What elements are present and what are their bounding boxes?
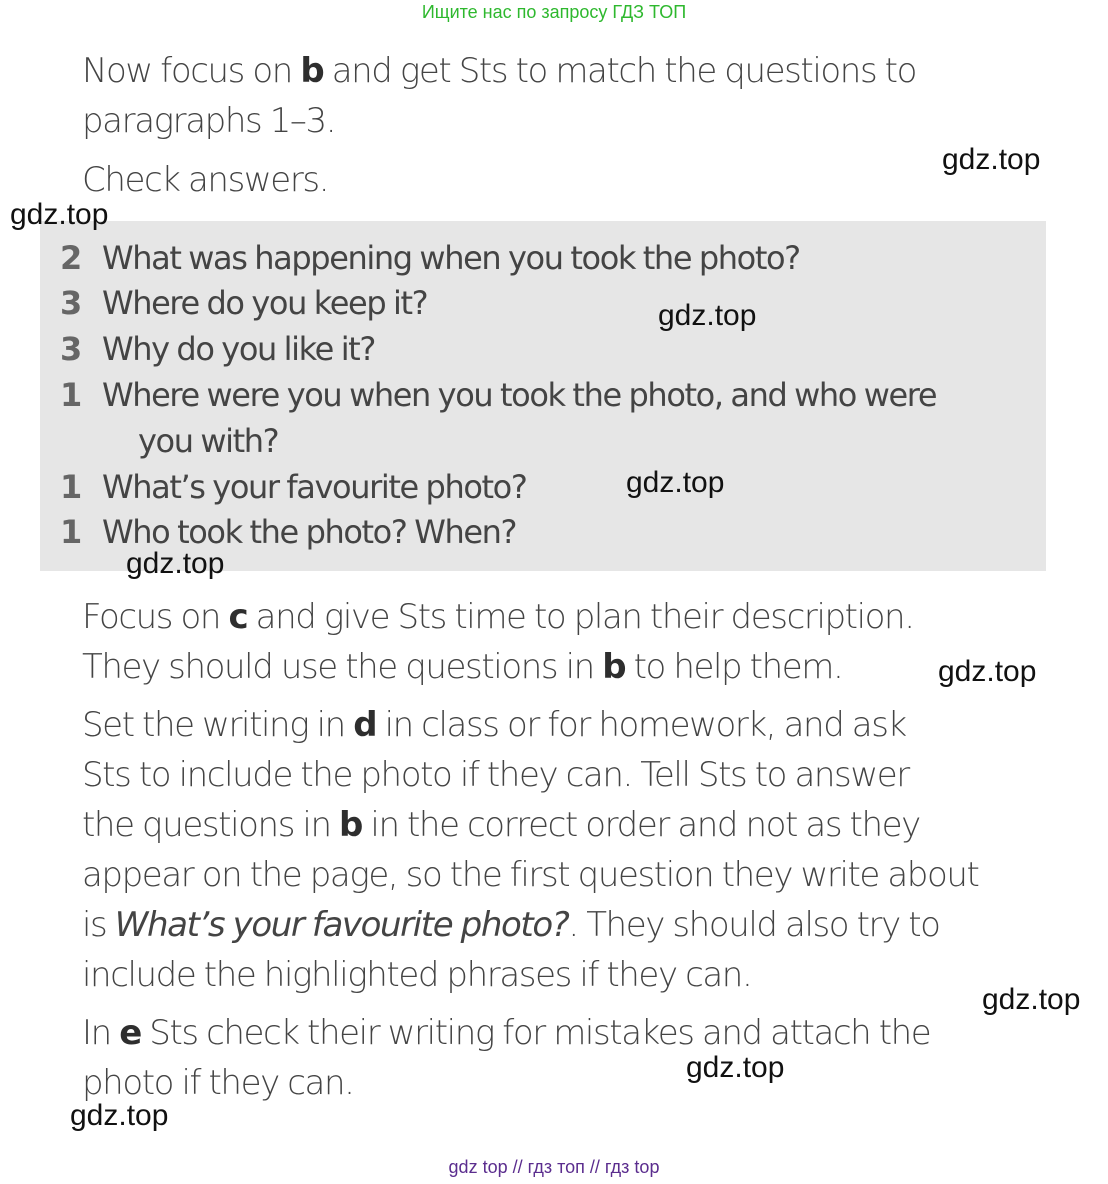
answer-question: What was happening when you took the photo? <box>102 239 800 277</box>
answer-question: Where do you keep it? <box>102 284 428 322</box>
answer-question: What’s your favourite photo? <box>102 468 527 506</box>
watermark: gdz.top <box>126 547 225 580</box>
para-d-text: in the correct order and not as they <box>361 805 920 845</box>
answer-number: 3 <box>60 284 81 322</box>
para-d-text: . They should also try to <box>568 905 940 945</box>
check-answers-text: Check answers. <box>82 160 329 200</box>
answer-question: Who took the photo? When? <box>102 513 517 551</box>
answer-number: 3 <box>60 330 81 368</box>
watermark: gdz.top <box>942 143 1041 176</box>
para-c-text-2: and give Sts time to plan their description. <box>247 597 914 637</box>
answer-number: 1 <box>60 468 81 506</box>
watermark: gdz.top <box>686 1051 785 1084</box>
intro-text-2: and get Sts to match the questions to <box>323 51 917 91</box>
top-banner[interactable]: Ищите нас по запросу ГДЗ ТОП <box>421 2 687 22</box>
para-d-text: include the highlighted phrases if they can. <box>82 955 752 995</box>
watermark: gdz.top <box>938 655 1037 688</box>
answer-row <box>60 464 1020 510</box>
watermark: gdz.top <box>982 983 1081 1016</box>
intro-text-3: paragraphs 1–3. <box>82 101 336 141</box>
para-e-text: Sts check their writing for mistakes and attach the <box>140 1013 931 1053</box>
para-c-bold-c: c <box>228 597 248 637</box>
para-d-text: appear on the page, so the first question they write about <box>82 855 979 895</box>
answer-row <box>60 280 1020 326</box>
para-c-bold-b: b <box>602 647 626 687</box>
answer-question-continued: you with? <box>138 422 279 460</box>
paragraph-e <box>82 1008 1062 1108</box>
para-d-text: Sts to include the photo if they can. Tell Sts to answer <box>82 755 909 795</box>
para-d-bold-d: d <box>353 705 377 745</box>
para-d-bold-b: b <box>339 805 362 845</box>
watermark: gdz.top <box>658 299 757 332</box>
answer-number: 1 <box>60 376 81 414</box>
answer-row <box>60 326 1020 372</box>
paragraph-c <box>82 592 1062 692</box>
answer-key-box <box>40 221 1046 571</box>
answer-number: 2 <box>60 239 81 277</box>
answer-number: 1 <box>60 513 81 551</box>
answer-question: Where were you when you took the photo, and who were <box>102 376 937 414</box>
intro-paragraph <box>82 46 1062 146</box>
intro-text-1: Now focus on <box>82 51 301 91</box>
answer-row <box>60 372 1020 464</box>
watermark: gdz.top <box>626 466 725 499</box>
para-d-text: Set the writing in <box>82 705 354 745</box>
para-c-text-1: Focus on <box>82 597 229 637</box>
para-c-text-4: to help them. <box>625 647 843 687</box>
para-c-text-3: They should use the questions in <box>82 647 603 687</box>
para-d-text: in class or for homework, and ask <box>376 705 906 745</box>
intro-bold-b: b <box>300 51 324 91</box>
watermark: gdz.top <box>10 198 109 231</box>
paragraph-d <box>82 700 1062 1000</box>
para-d-text: is <box>82 905 115 945</box>
answer-question: Why do you like it? <box>102 330 375 368</box>
watermark: gdz.top <box>70 1099 169 1132</box>
para-d-italic-question: What’s your favourite photo? <box>114 905 569 945</box>
para-e-text: In <box>82 1013 120 1053</box>
bottom-banner[interactable]: gdz top // гдз топ // гдз top <box>448 1157 660 1177</box>
para-d-text: the questions in <box>82 805 340 845</box>
para-e-bold-e: e <box>119 1013 141 1053</box>
para-e-text: photo if they can. <box>82 1063 354 1103</box>
answer-row <box>60 235 1020 281</box>
